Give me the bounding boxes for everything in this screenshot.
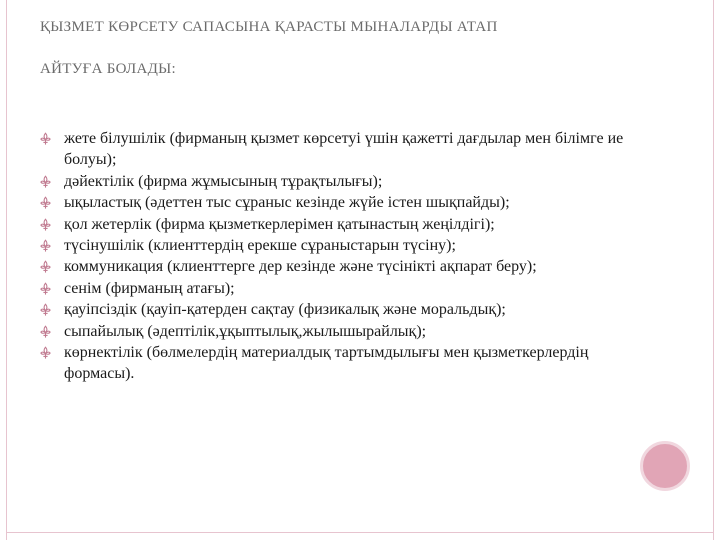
fleur-de-lis-icon xyxy=(40,260,51,274)
slide-title-line-1: ҚЫЗМЕТ КӨРСЕТУ САПАСЫНА ҚАРАСТЫ МЫНАЛАРДЫ АТАП xyxy=(40,19,498,35)
bullet-list xyxy=(40,128,640,385)
list-item xyxy=(40,342,640,385)
list-item-text: қауіпсіздік (қауіп-қатерден сақтау (физикалық және моральдық); xyxy=(64,301,506,319)
list-item-text: коммуникация (клиенттерге дер кезінде және түсінікті ақпарат беру); xyxy=(64,258,537,276)
list-item-text: жете білушілік (фирманың қызмет көрсетуі үшін қажетті дағдылар мен білімге ие болуы); xyxy=(64,130,624,169)
fleur-de-lis-icon xyxy=(40,325,51,339)
fleur-de-lis-icon xyxy=(40,132,51,146)
list-item xyxy=(40,128,640,171)
slide-title-line-2: АЙТУҒА БОЛАДЫ: xyxy=(40,61,176,77)
list-item-text: қол жетерлік (фирма қызметкерлерімен қатынастың жеңілдігі); xyxy=(64,215,495,233)
list-item-text: көрнектілік (бөлмелердің материалдық тартымдылығы мен қызметкерлердің формасы). xyxy=(64,344,589,383)
list-item-text: түсінушілік (клиенттердің ерекше сұраныстарын түсіну); xyxy=(64,237,456,255)
fleur-de-lis-icon xyxy=(40,346,51,360)
fleur-de-lis-icon xyxy=(40,175,51,189)
list-item xyxy=(40,256,640,277)
list-item-text: ықыластық (әдеттен тыс сұраныс кезінде жүйе істен шықпайды); xyxy=(64,194,510,212)
fleur-de-lis-icon xyxy=(40,239,51,253)
list-item-text: дәйектілік (фирма жұмысының тұрақтылығы); xyxy=(64,172,383,190)
fleur-de-lis-icon xyxy=(40,196,51,210)
list-item xyxy=(40,192,640,213)
list-item xyxy=(40,235,640,256)
list-item xyxy=(40,299,640,320)
frame-bottom-border xyxy=(6,532,714,533)
slide-title xyxy=(40,6,700,90)
list-item xyxy=(40,214,640,235)
list-item xyxy=(40,321,640,342)
list-item-text: сыпайылық (әдептілік,ұқыптылық,жылышырайлық); xyxy=(64,322,427,340)
fleur-de-lis-icon xyxy=(40,303,51,317)
list-item xyxy=(40,278,640,299)
list-item xyxy=(40,171,640,192)
fleur-de-lis-icon xyxy=(40,282,51,296)
frame-right-border xyxy=(713,0,714,540)
fleur-de-lis-icon xyxy=(40,218,51,232)
frame-left-border xyxy=(6,0,7,540)
circle-decoration-icon xyxy=(640,441,690,491)
list-item-text: сенім (фирманың атағы); xyxy=(64,279,235,297)
